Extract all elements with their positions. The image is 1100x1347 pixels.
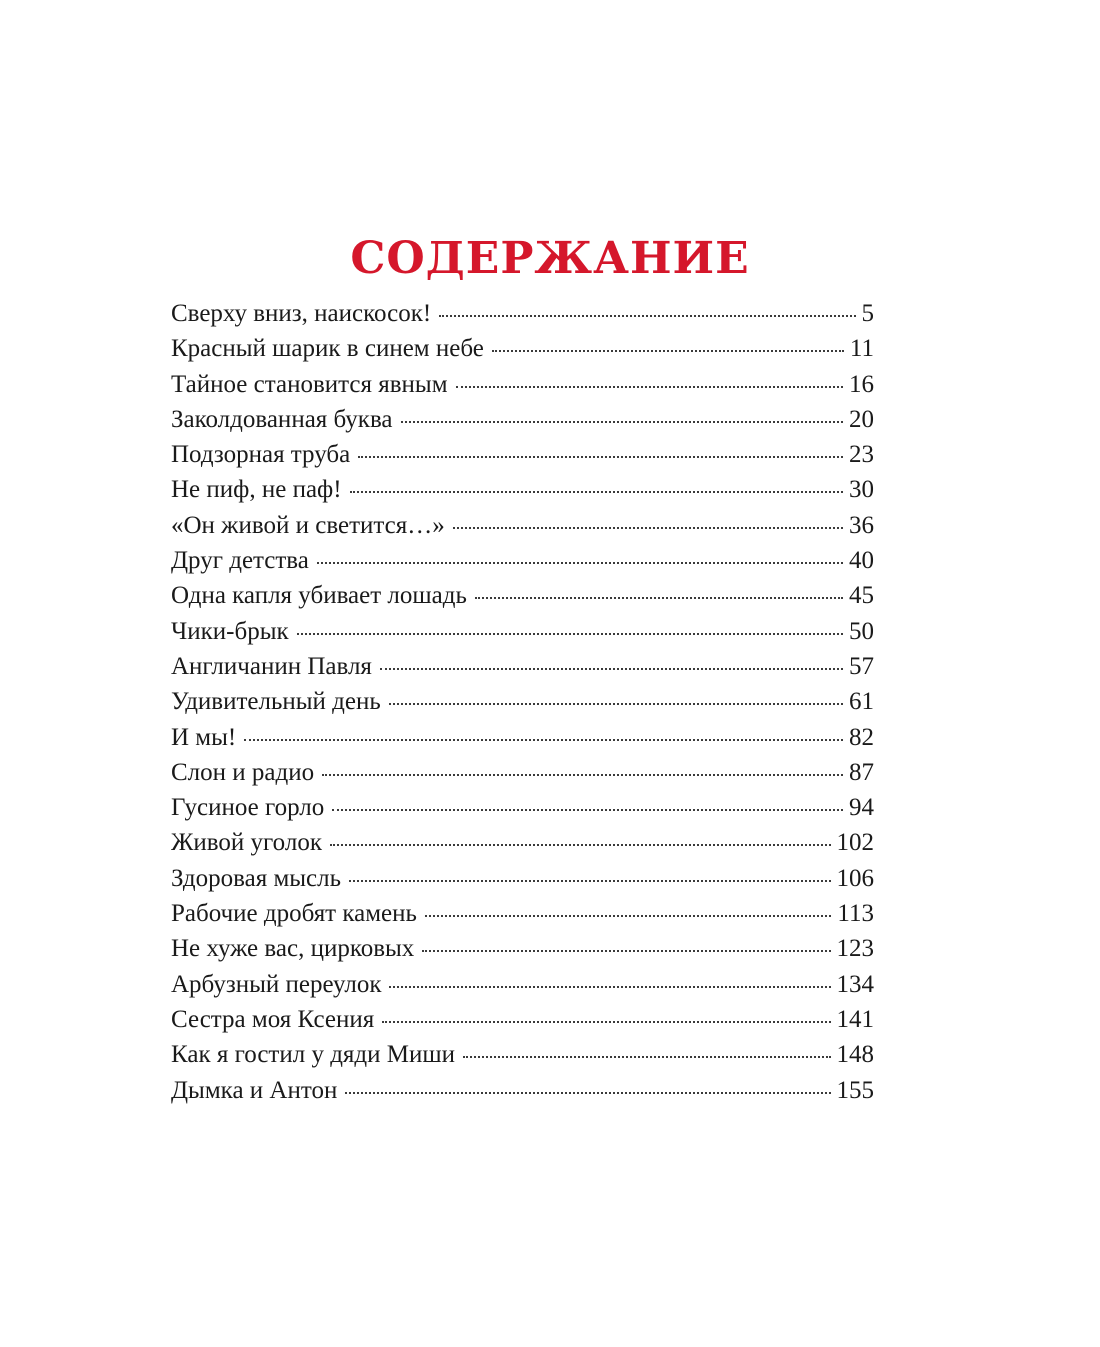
dot-leader (358, 456, 843, 458)
toc-entry (171, 335, 874, 370)
toc-entry (171, 653, 874, 688)
toc-entry-title: И мы! (171, 723, 237, 751)
dot-leader (492, 350, 844, 352)
toc-page-number: 23 (849, 441, 874, 469)
dot-leader (332, 809, 843, 811)
toc-page-number: 20 (849, 405, 874, 433)
toc-entry-title: Не пиф, не паф! (171, 476, 342, 504)
toc-page-number: 61 (849, 688, 874, 716)
toc-entry (171, 547, 874, 582)
toc-page-number: 155 (836, 1076, 874, 1104)
dot-leader (382, 1021, 830, 1023)
toc-entry-title: Живой уголок (171, 829, 322, 857)
toc-entry-title: Гусиное горло (171, 794, 325, 822)
toc-page-number: 82 (849, 723, 874, 751)
toc-entry-title: Удивительный день (171, 688, 381, 716)
dot-leader (244, 739, 843, 741)
toc-page-number: 36 (849, 511, 874, 539)
dot-leader (456, 386, 843, 388)
toc-entry (171, 441, 874, 476)
dot-leader (349, 880, 830, 882)
dot-leader (345, 1092, 830, 1094)
toc-entry (171, 688, 874, 723)
dot-leader (297, 633, 843, 635)
toc-entry (171, 724, 874, 759)
toc-entry (171, 618, 874, 653)
dot-leader (475, 597, 843, 599)
dot-leader (453, 527, 843, 529)
dot-leader (401, 421, 843, 423)
toc-page-number: 30 (849, 476, 874, 504)
toc-entry-title: «Он живой и светится…» (171, 511, 445, 539)
toc-entry-title: Не хуже вас, цирковых (171, 935, 415, 963)
toc-entry-title: Подзорная труба (171, 441, 351, 469)
toc-entry (171, 935, 874, 970)
dot-leader (422, 950, 830, 952)
dot-leader (380, 668, 843, 670)
toc-page-number: 148 (836, 1041, 874, 1069)
toc-entry-title: Красный шарик в синем небе (171, 335, 484, 363)
toc-entry-title: Тайное становится явным (171, 370, 448, 398)
dot-leader (389, 986, 830, 988)
toc-entry (171, 512, 874, 547)
toc-entry (171, 476, 874, 511)
toc-page-number: 102 (836, 829, 874, 857)
toc-list (171, 300, 874, 1112)
toc-entry-title: Как я гостил у дяди Миши (171, 1041, 456, 1069)
toc-entry (171, 582, 874, 617)
toc-page-number: 16 (849, 370, 874, 398)
toc-entry-title: Одна капля убивает лошадь (171, 582, 467, 610)
toc-page-number: 45 (849, 582, 874, 610)
toc-entry (171, 829, 874, 864)
toc-page-number: 134 (836, 970, 874, 998)
toc-entry (171, 1006, 874, 1041)
toc-page-number: 11 (849, 335, 874, 363)
toc-page-number: 123 (836, 935, 874, 963)
toc-entry-title: Друг детства (171, 547, 309, 575)
toc-entry (171, 371, 874, 406)
toc-entry-title: Арбузный переулок (171, 970, 382, 998)
toc-entry-title: Дымка и Антон (171, 1076, 338, 1104)
toc-page-number: 40 (849, 547, 874, 575)
toc-page-number: 57 (849, 652, 874, 680)
toc-entry (171, 865, 874, 900)
toc-entry (171, 900, 874, 935)
toc-entry (171, 794, 874, 829)
dot-leader (350, 491, 843, 493)
dot-leader (439, 315, 855, 317)
dot-leader (322, 774, 843, 776)
toc-page-number: 87 (849, 758, 874, 786)
toc-entry (171, 406, 874, 441)
toc-entry (171, 1041, 874, 1076)
toc-entry (171, 1077, 874, 1112)
toc-page-number: 5 (861, 300, 874, 327)
toc-page-number: 141 (836, 1005, 874, 1033)
toc-entry-title: Заколдованная буква (171, 405, 393, 433)
toc-entry (171, 759, 874, 794)
toc-page-number: 106 (836, 864, 874, 892)
dot-leader (425, 915, 831, 917)
toc-entry (171, 300, 874, 335)
toc-entry-title: Рабочие дробят камень (171, 900, 417, 928)
toc-page-number: 94 (849, 794, 874, 822)
toc-entry (171, 971, 874, 1006)
toc-page-number: 50 (849, 617, 874, 645)
toc-entry-title: Слон и радио (171, 758, 315, 786)
dot-leader (317, 562, 843, 564)
toc-entry-title: Англичанин Павля (171, 652, 372, 680)
toc-entry-title: Сверху вниз, наискосок! (171, 300, 432, 327)
toc-entry-title: Чики-брык (171, 617, 289, 645)
toc-entry-title: Сестра моя Ксения (171, 1005, 375, 1033)
dot-leader (389, 703, 843, 705)
toc-page-number: 113 (837, 900, 874, 928)
dot-leader (330, 844, 831, 846)
toc-entry-title: Здоровая мысль (171, 864, 342, 892)
page-title: СОДЕРЖАНИЕ (350, 233, 750, 285)
dot-leader (463, 1056, 830, 1058)
